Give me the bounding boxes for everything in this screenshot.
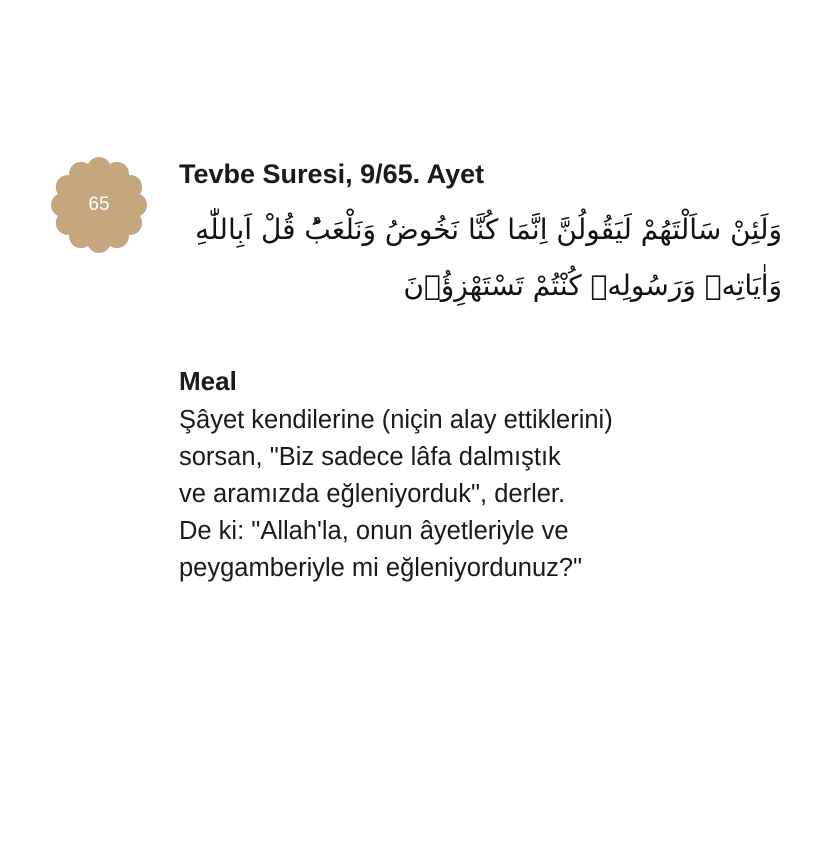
meal-line: ve aramızda eğleniyorduk", derler.: [179, 480, 566, 508]
verse-content: [179, 154, 782, 587]
meal-line: Şâyet kendilerine (niçin alay ettiklerini): [179, 406, 613, 434]
verse-number: 65: [88, 194, 110, 215]
meal-line: De ki: "Allah'la, onun âyetleriyle ve: [179, 517, 569, 545]
arabic-line: وَاٰيَاتِه۪ وَرَسُولِه۪ كُنْتُمْ تَسْتَهْزِؤُ۫نَ: [403, 269, 782, 302]
arabic-verse-text: [179, 202, 782, 314]
verse-number-badge: [50, 156, 148, 254]
verse-title: Tevbe Suresi, 9/65. Ayet: [179, 159, 485, 189]
meal-translation: [179, 402, 779, 587]
meal-line: peygamberiyle mi eğleniyordunuz?": [179, 554, 583, 582]
meal-heading: Meal: [179, 366, 237, 396]
meal-line: sorsan, "Biz sadece lâfa dalmıştık: [179, 443, 561, 471]
arabic-line: وَلَئِنْ سَاَلْتَهُمْ لَيَقُولُنَّ اِنَّمَا كُنَّا نَخُوضُ وَنَلْعَبُؕ قُلْ اَبِاللّٰهِ: [195, 213, 782, 246]
